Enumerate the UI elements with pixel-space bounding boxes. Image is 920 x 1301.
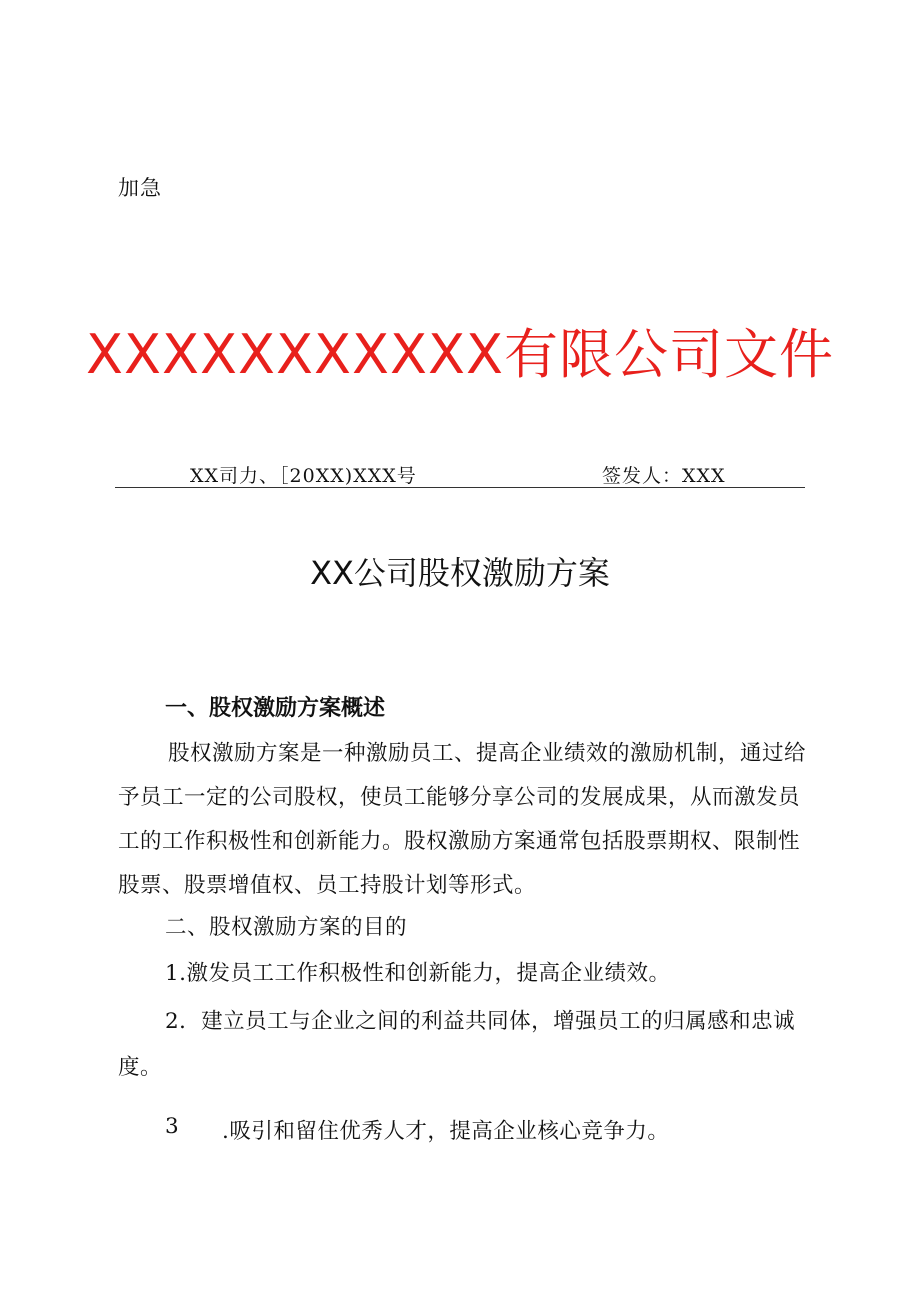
section-1-paragraph: 股权激励方案是一种激励员工、提高企业绩效的激励机制，通过给予员工一定的公司股权，使员工能够分享公司的发展成果，从而激发员工的工作积极性和创新能力。股权激励方案通常包括股票期权、限制性股票、股票增值权、员工持股计划等形式。 [118, 741, 807, 898]
list-item-3-text: .吸引和留住优秀人才，提高企业核心竞争力。 [222, 1119, 670, 1144]
document-number: XX司力、［20XX)XXX号 [190, 465, 417, 487]
urgency-label: 加急 [118, 176, 162, 200]
issuer-title: XXXXXXXXXXX有限公司文件 [86, 323, 834, 386]
list-item-2: 2．建立员工与企业之间的利益共同体，增强员工的归属感和忠诚度。 [118, 1009, 796, 1080]
signer-label: 签发人：XXX [602, 465, 726, 487]
section-1-heading: 一、股权激励方案概述 [165, 696, 386, 721]
document-title: XX公司股权激励方案 [310, 554, 610, 592]
list-item-1: 1.激发员工工作积极性和创新能力，提高企业绩效。 [165, 961, 671, 986]
section-2-heading: 二、股权激励方案的目的 [165, 915, 408, 940]
header-divider [115, 487, 805, 488]
list-item-3-number: 3 [165, 1114, 179, 1139]
